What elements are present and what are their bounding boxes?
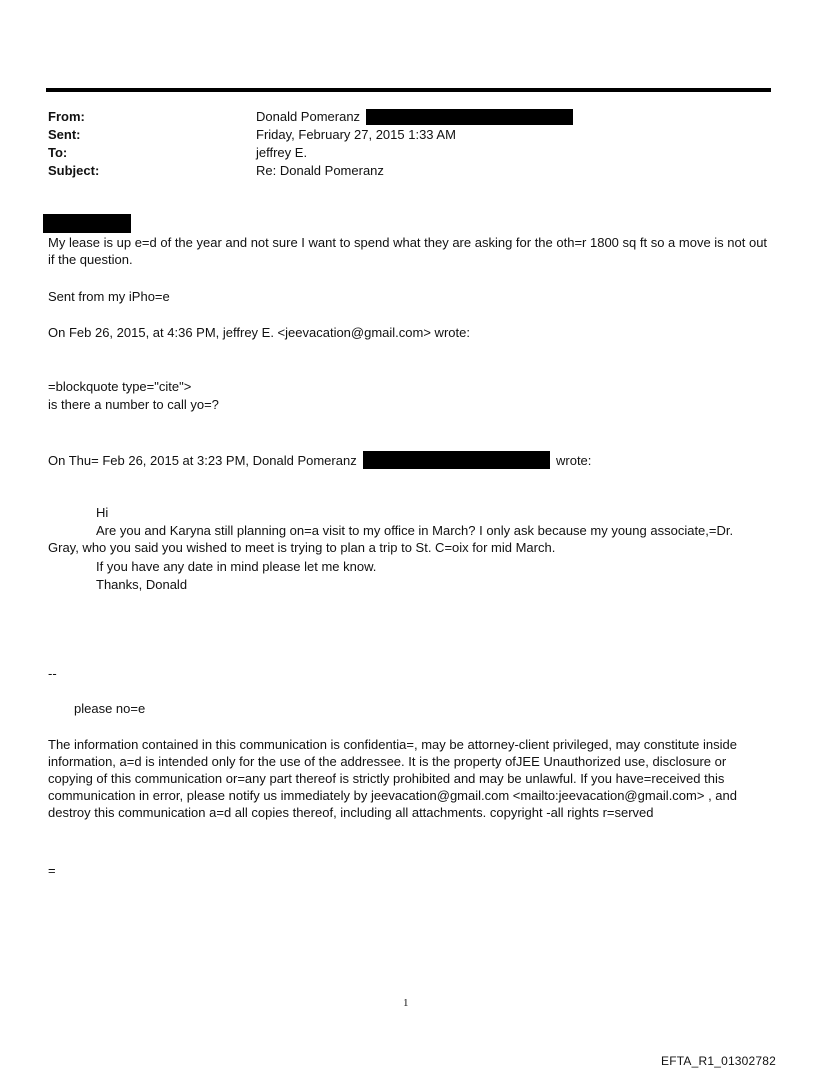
page-number: 1: [403, 997, 409, 1009]
sent-from-line: Sent from my iPho=e: [48, 289, 170, 304]
greeting: Hi: [96, 505, 109, 520]
document-id: EFTA_R1_01302782: [661, 1054, 777, 1068]
blockquote-tag-line: =blockquote type="cite">: [48, 379, 192, 394]
lease-paragraph: My lease is up e=d of the year and not sure I want to spend what they are asking for the oth=r 1800 sq ft so a move is not out if the question.: [48, 235, 768, 267]
please-note: please no=e: [74, 701, 146, 716]
disclaimer-paragraph: The information contained in this communication is confidentia=, may be attorney-client privileged, may constitute inside information, a=d is intended only for the use of the addressee. It is the property ofJEE Unauthorized use, disclosure or copying of this communication or=any part thereof is strictly prohibited and may be unlawful. If you have=received this communication in error, please notify us immediately by jeevacation@gmail.com <mailto:jeevacation@gmail.com> , and destroy this communication a=d all copies thereof, including all attachments. copyright -all rights r=served: [48, 737, 737, 820]
karyna-paragraph: Are you and Karyna still planning on=a visit to my office in March? I only ask because my young associate,=Dr. Gray, who you said you wished to meet is trying to plan a trip to St. C=oix for mid March.: [48, 523, 734, 555]
date-line: If you have any date in mind please let me know.: [96, 559, 377, 574]
call-question: is there a number to call yo=?: [48, 397, 219, 412]
to-value: jeffrey E.: [256, 145, 308, 160]
sent-label: Sent:: [48, 127, 81, 142]
trailing-equals: =: [48, 863, 56, 878]
from-value: Donald Pomeranz: [256, 109, 361, 124]
redaction-bar: [363, 451, 550, 469]
header-rule: [46, 88, 771, 92]
sent-value: Friday, February 27, 2015 1:33 AM: [256, 127, 456, 142]
redaction-bar: [366, 109, 573, 125]
quote-intro: On Feb 26, 2015, at 4:36 PM, jeffrey E. <jeevacation@gmail.com> wrote:: [48, 325, 470, 340]
signature-dashes: --: [48, 666, 57, 681]
from-label: From:: [48, 109, 85, 124]
thu-intro: On Thu= Feb 26, 2015 at 3:23 PM, Donald Pomeranz: [48, 453, 357, 468]
redaction-bar: [43, 214, 131, 233]
subject-value: Re: Donald Pomeranz: [256, 163, 384, 178]
subject-label: Subject:: [48, 163, 100, 178]
thu-wrote: wrote:: [556, 453, 592, 468]
to-label: To:: [48, 145, 68, 160]
signoff: Thanks, Donald: [96, 577, 188, 592]
